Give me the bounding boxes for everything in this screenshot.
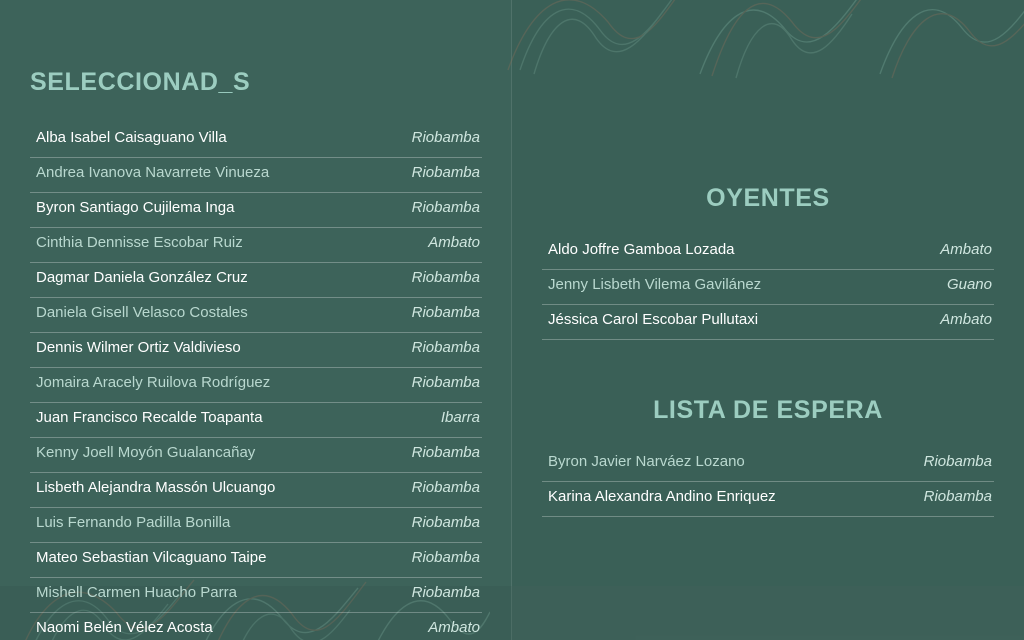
participant-name: Cinthia Dennisse Escobar Ruiz	[36, 234, 243, 251]
selected-section-title: SELECCIONAD_S	[30, 68, 251, 96]
list-item	[30, 438, 482, 473]
participant-city: Riobamba	[411, 269, 480, 286]
list-item	[542, 482, 994, 517]
list-item	[30, 228, 482, 263]
list-item	[542, 270, 994, 305]
participant-name: Andrea Ivanova Navarrete Vinueza	[36, 164, 270, 181]
participant-city: Ibarra	[440, 409, 480, 426]
list-item	[542, 447, 994, 482]
right-sections	[542, 160, 994, 517]
list-item	[30, 298, 482, 333]
participant-city: Ambato	[940, 311, 992, 328]
participant-city: Riobamba	[923, 453, 992, 470]
participant-name: Lisbeth Alejandra Massón Ulcuango	[36, 479, 276, 496]
participant-name: Naomi Belén Vélez Acosta	[36, 619, 213, 636]
lista-espera-section-title: LISTA DE ESPERA	[653, 396, 883, 424]
oyentes-section-title: OYENTES	[706, 184, 830, 212]
participant-name: Kenny Joell Moyón Gualancañay	[36, 444, 256, 461]
list-item	[30, 403, 482, 438]
lista-espera-section	[542, 396, 994, 517]
participant-city: Riobamba	[411, 479, 480, 496]
list-item	[30, 333, 482, 368]
list-item	[30, 613, 482, 640]
participant-name: Byron Santiago Cujilema Inga	[36, 199, 235, 216]
list-item	[30, 368, 482, 403]
participant-name: Jenny Lisbeth Vilema Gavilánez	[548, 276, 762, 293]
list-item	[30, 543, 482, 578]
participant-city: Ambato	[940, 241, 992, 258]
list-item	[30, 263, 482, 298]
participant-city: Guano	[946, 276, 992, 293]
list-item	[542, 305, 994, 340]
participant-city: Riobamba	[411, 374, 480, 391]
panel-divider	[511, 0, 512, 640]
list-item	[30, 193, 482, 228]
participant-name: Mishell Carmen Huacho Parra	[36, 584, 237, 601]
participant-name: Karina Alexandra Andino Enriquez	[548, 488, 776, 505]
list-item	[542, 235, 994, 270]
list-item	[30, 578, 482, 613]
participant-name: Juan Francisco Recalde Toapanta	[36, 409, 263, 426]
participant-city: Riobamba	[923, 488, 992, 505]
participant-name: Daniela Gisell Velasco Costales	[36, 304, 248, 321]
participant-city: Ambato	[428, 619, 480, 636]
participant-name: Byron Javier Narváez Lozano	[548, 453, 745, 470]
selected-list	[30, 123, 482, 640]
participant-city: Riobamba	[411, 549, 480, 566]
participant-city: Ambato	[428, 234, 480, 251]
participant-name: Aldo Joffre Gamboa Lozada	[548, 241, 735, 258]
oyentes-list	[542, 235, 994, 340]
participant-city: Riobamba	[411, 514, 480, 531]
participant-name: Jéssica Carol Escobar Pullutaxi	[548, 311, 759, 328]
participant-city: Riobamba	[411, 339, 480, 356]
participant-name: Mateo Sebastian Vilcaguano Taipe	[36, 549, 267, 566]
participant-name: Dennis Wilmer Ortiz Valdivieso	[36, 339, 241, 356]
participant-city: Riobamba	[411, 199, 480, 216]
list-item	[30, 123, 482, 158]
participant-name: Luis Fernando Padilla Bonilla	[36, 514, 231, 531]
participant-city: Riobamba	[411, 584, 480, 601]
list-item	[30, 473, 482, 508]
lista-espera-list	[542, 447, 994, 517]
list-item	[30, 508, 482, 543]
participant-name: Alba Isabel Caisaguano Villa	[36, 129, 227, 146]
participant-name: Jomaira Aracely Ruilova Rodríguez	[36, 374, 271, 391]
participant-city: Riobamba	[411, 304, 480, 321]
participant-city: Riobamba	[411, 164, 480, 181]
participant-city: Riobamba	[411, 444, 480, 461]
list-item	[30, 158, 482, 193]
selected-section	[30, 68, 482, 640]
oyentes-section	[542, 184, 994, 340]
participant-name: Dagmar Daniela González Cruz	[36, 269, 248, 286]
bottom-strip-right	[512, 586, 1024, 640]
participant-city: Riobamba	[411, 129, 480, 146]
